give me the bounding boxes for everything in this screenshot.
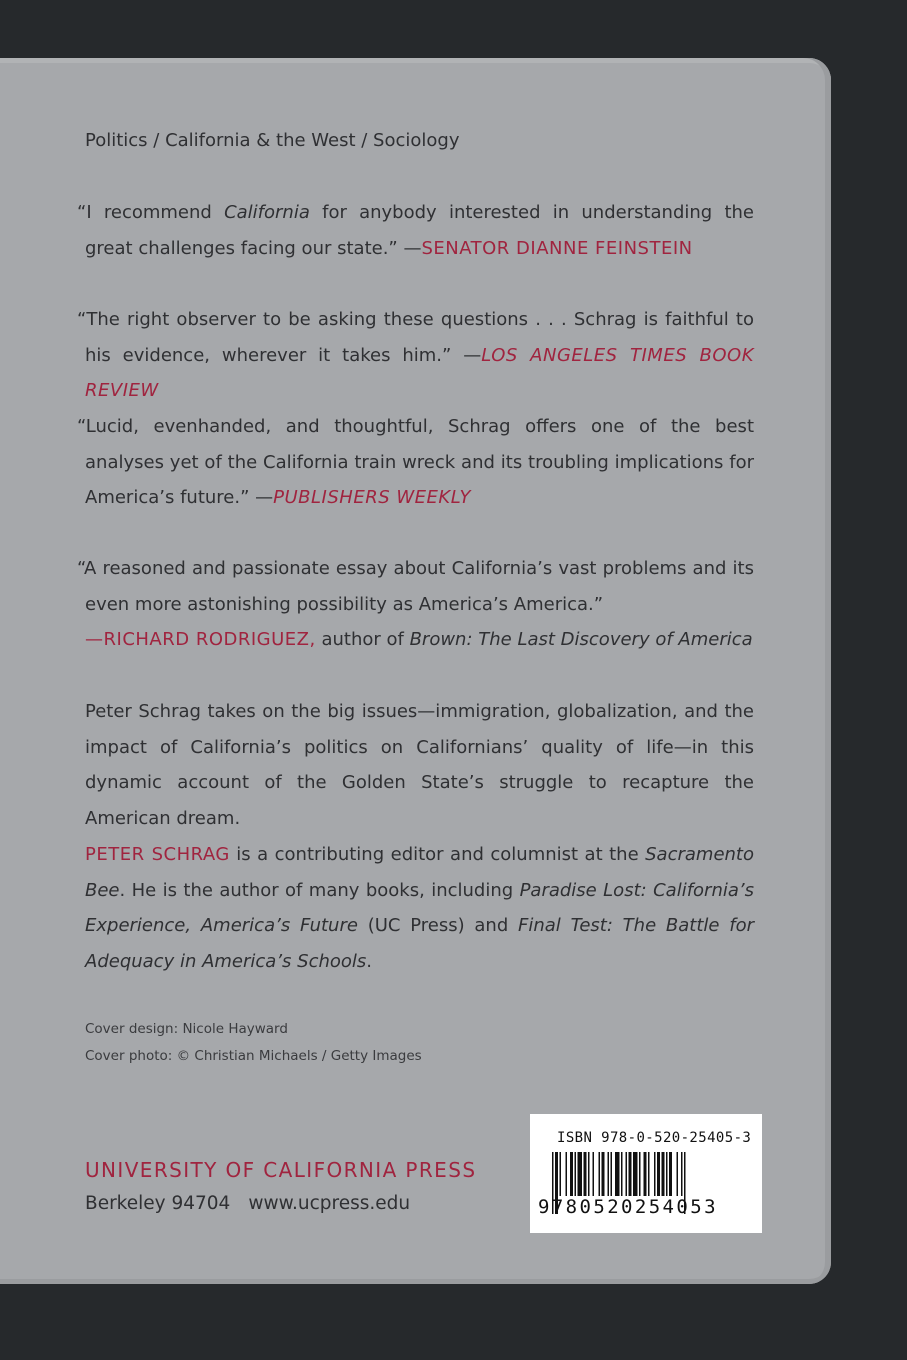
barcode-bar: [615, 1152, 620, 1196]
barcode-bar: [608, 1152, 610, 1196]
isbn-label: ISBN 978-0-520-25405-3: [557, 1130, 752, 1146]
barcode-bar: [593, 1152, 595, 1196]
cover-photo-credit: Cover photo: © Christian Michaels / Getty Images: [85, 1048, 422, 1064]
barcode-bar: [611, 1152, 613, 1196]
barcode-bar: [626, 1152, 628, 1196]
quote-publishers-weekly: “Lucid, evenhanded, and thoughtful, Schrag offers one of the best analyses yet of the California train wreck and its troubling implications for America’s future.” —PUBLISHERS WEEKLY: [77, 416, 754, 509]
barcode-bar: [570, 1152, 573, 1196]
cover-credits: [85, 1016, 422, 1070]
category-line: Politics / California & the West / Sociology: [85, 130, 460, 151]
publisher-name: UNIVERSITY OF CALIFORNIA PRESS: [85, 1158, 477, 1182]
quote-source: LOS ANGELES TIMES BOOK REVIEW: [85, 344, 754, 402]
barcode-bar: [629, 1152, 632, 1196]
isbn-barcode: [530, 1114, 762, 1233]
quote-source: SENATOR DIANNE FEINSTEIN: [421, 237, 693, 259]
barcode-bar: [566, 1152, 568, 1196]
quote-feinstein: “I recommend California for anybody interested in understanding the great challenges facing our state.” —SENATOR DIANNE FEINSTEIN: [77, 202, 755, 259]
quote-rodriguez: “A reasoned and passionate essay about California’s vast problems and its even more astonishing possibility as America’s America.” —RICHARD RODRIGUEZ, author of Brown: The Last Discovery of America: [77, 558, 754, 651]
barcode-bar: [648, 1152, 650, 1196]
barcode-bar: [644, 1152, 647, 1196]
barcode-bar: [599, 1152, 601, 1196]
quote-source: PUBLISHERS WEEKLY: [273, 487, 471, 509]
barcode-bar: [602, 1152, 605, 1196]
barcode-bar: [662, 1152, 665, 1196]
cover-design-credit: Cover design: Nicole Hayward: [85, 1021, 288, 1037]
barcode-bar: [677, 1152, 679, 1196]
isbn-digits: 9780520254053: [538, 1196, 718, 1218]
author-bio: PETER SCHRAG is a contributing editor and columnist at the Sacramento Bee. He is the author of many books, including Paradise Lost: California’s Experience, America’s Future (UC Press) and Final Test: The Battle for Adequacy in America’s Schools.: [85, 844, 754, 973]
barcode-bar: [669, 1152, 672, 1196]
barcode-bar: [657, 1152, 660, 1196]
book-description: Peter Schrag takes on the big issues—immigration, globalization, and the impact of California’s politics on Californians’ quality of life—in this dynamic account of the Golden State’s struggle to recapture the American dream.: [85, 701, 754, 830]
publisher-address: [85, 1193, 428, 1214]
author-name: PETER SCHRAG: [85, 844, 230, 865]
barcode-bar: [578, 1152, 583, 1196]
barcode-bar: [621, 1152, 623, 1196]
quote-source: RICHARD RODRIGUEZ,: [103, 629, 316, 651]
barcode-bar: [639, 1152, 641, 1196]
barcode-bar: [588, 1152, 590, 1196]
quote-la-times: “The right observer to be asking these questions . . . Schrag is faithful to his evidence, wherever it takes him.” —LOS ANGELES TIMES BOOK REVIEW: [77, 309, 754, 402]
barcode-bar: [633, 1152, 638, 1196]
barcode-bar: [575, 1152, 577, 1196]
barcode-bar: [584, 1152, 587, 1196]
publisher-city: Berkeley 94704: [85, 1193, 231, 1214]
publisher-url: www.ucpress.edu: [248, 1193, 411, 1214]
barcode-bar: [666, 1152, 668, 1196]
barcode-bar: [681, 1152, 683, 1196]
barcode-bar: [654, 1152, 656, 1196]
barcode-bar: [560, 1152, 562, 1196]
